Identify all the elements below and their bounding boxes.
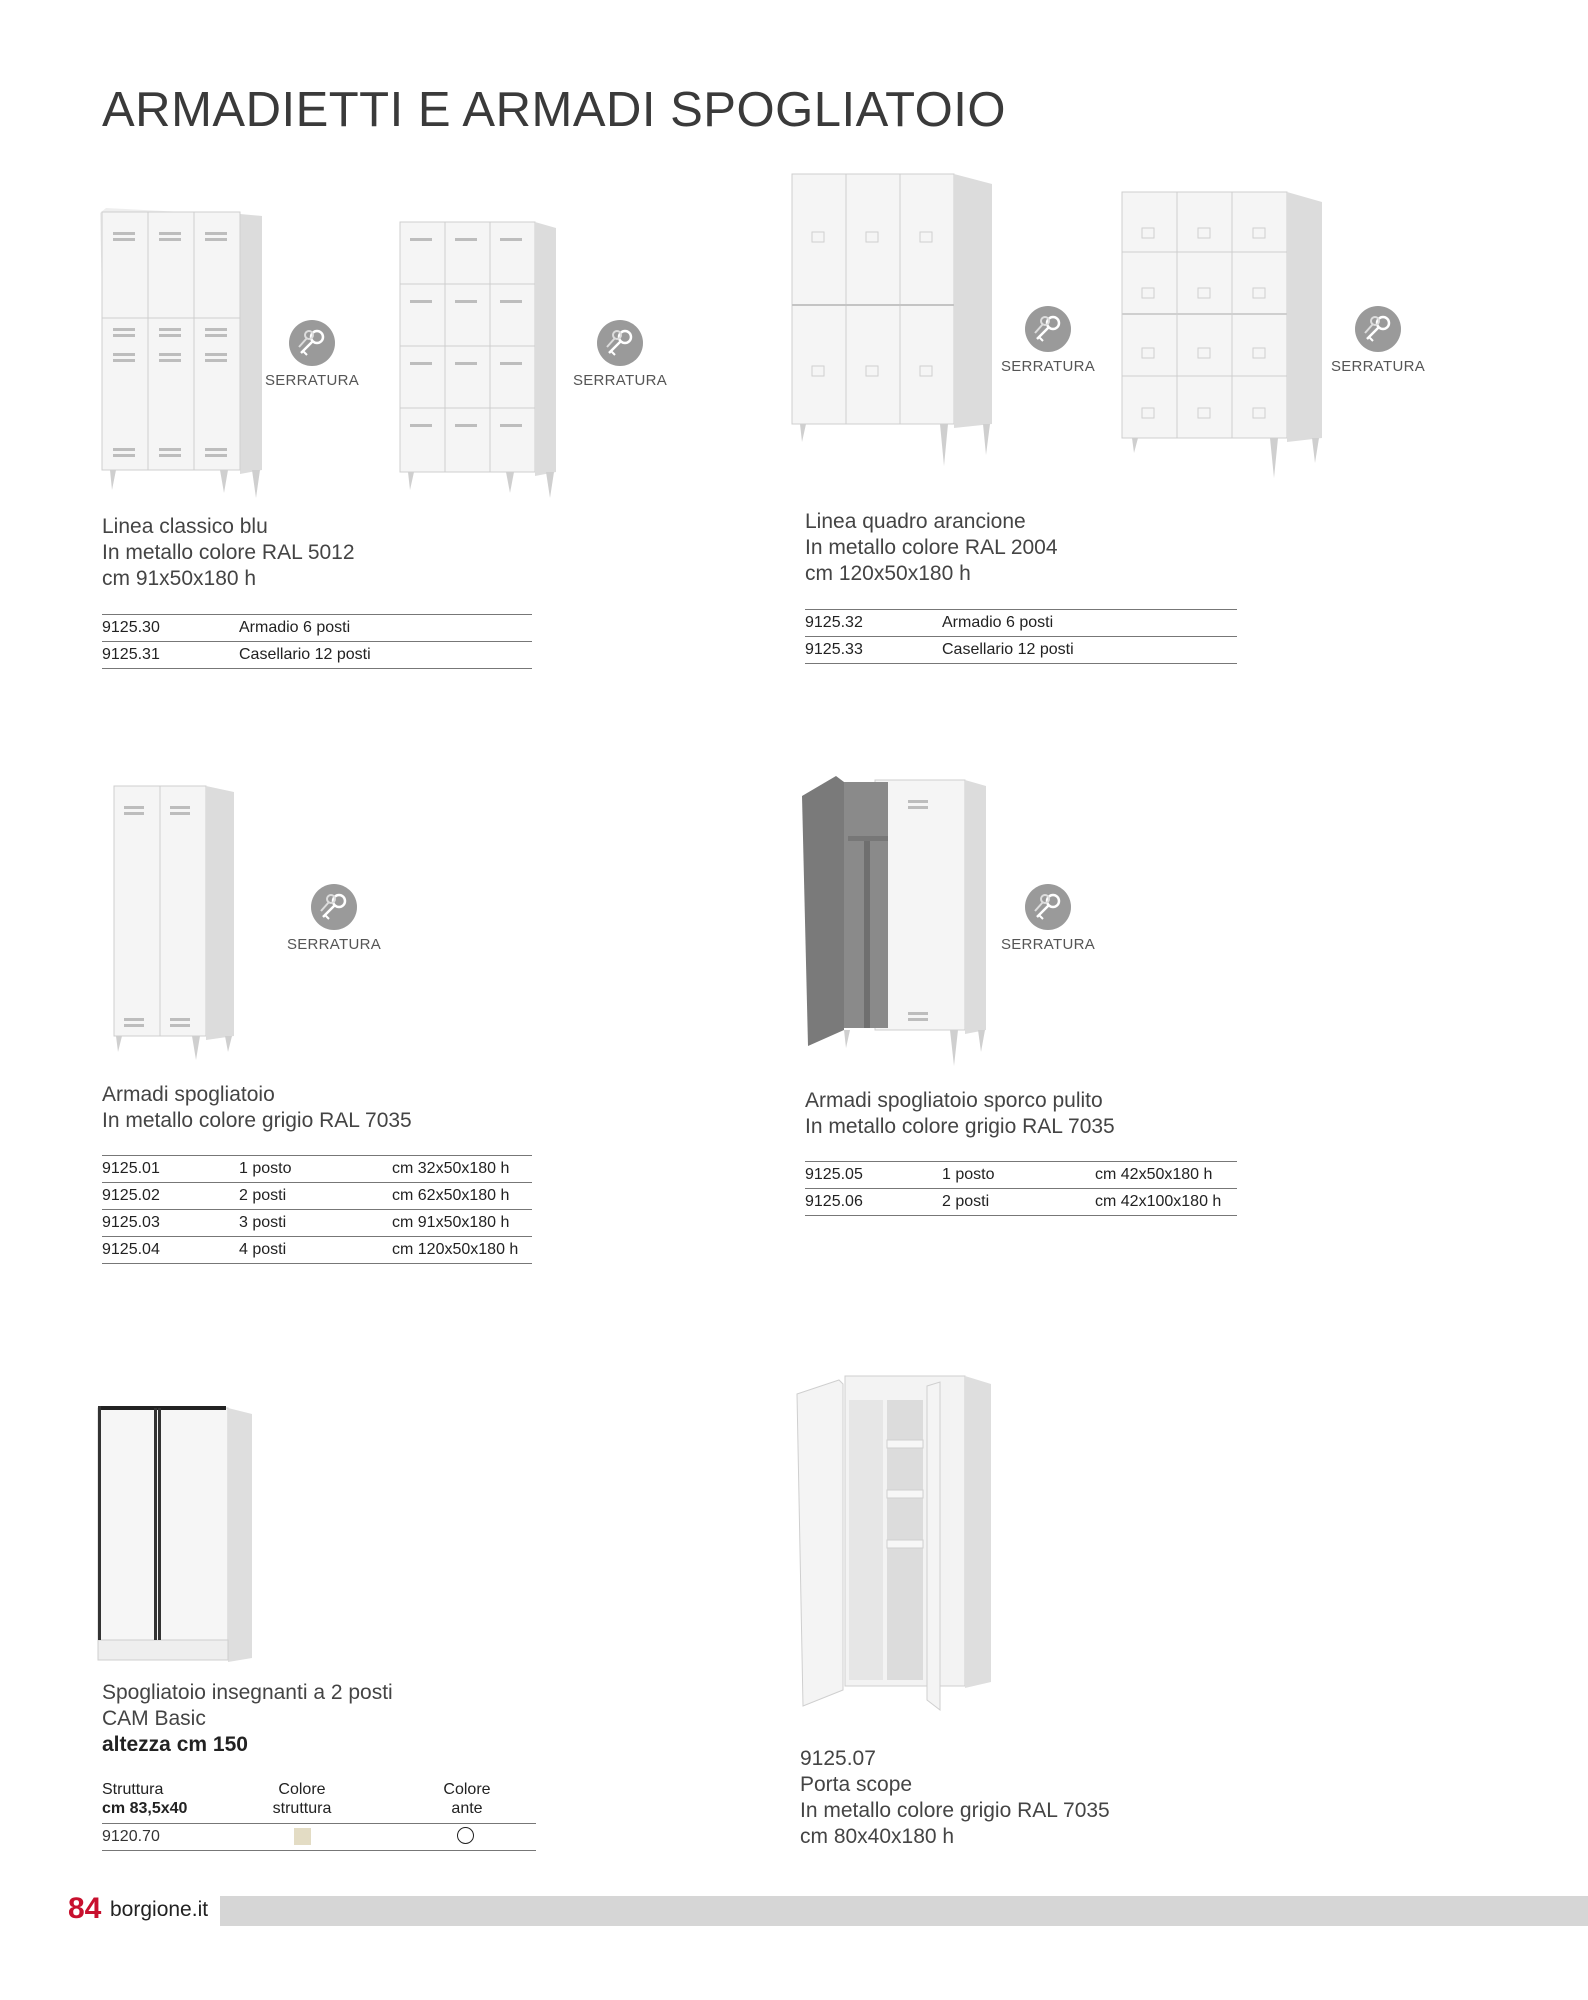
lock-badge	[247, 320, 377, 389]
product-description-sporco-pulito	[805, 1088, 1115, 1140]
product-description-classico	[102, 514, 355, 592]
lock-badge	[1313, 306, 1443, 375]
desc-line: In metallo colore RAL 5012	[102, 541, 355, 564]
desc-line: Linea classico blu	[102, 515, 268, 538]
product-desc: 1 posto	[942, 1166, 995, 1183]
table-row	[102, 1183, 532, 1210]
product-desc: Casellario 12 posti	[942, 641, 1074, 658]
product-desc: Armadio 6 posti	[942, 614, 1054, 631]
product-desc: 2 posti	[239, 1187, 287, 1204]
key-icon	[289, 320, 335, 366]
header-ante-label: ante	[451, 1800, 483, 1817]
page-title: ARMADIETTI E ARMADI SPOGLIATOIO	[102, 83, 1007, 137]
color-table-header	[102, 1776, 536, 1823]
desc-line: Spogliatoio insegnanti a 2 posti	[102, 1681, 393, 1704]
product-image-casellario-12-posti-quadro	[1120, 188, 1325, 488]
desc-line: cm 80x40x180 h	[800, 1825, 955, 1848]
product-code: 9125.03	[102, 1214, 160, 1231]
desc-line: CAM Basic	[102, 1707, 206, 1730]
product-description-insegnanti	[102, 1680, 393, 1758]
lock-badge	[983, 306, 1113, 375]
site-name: borgione.it	[110, 1898, 209, 1921]
table-row	[102, 615, 532, 642]
product-code: 9125.04	[102, 1241, 160, 1258]
lock-label: SERRATURA	[264, 372, 360, 389]
product-image-armadio-6-posti-quadro	[790, 170, 995, 475]
header-colore: Colore	[278, 1781, 326, 1798]
product-size: cm 62x50x180 h	[392, 1187, 510, 1204]
table-row	[805, 637, 1237, 664]
desc-line: In metallo colore grigio RAL 7035	[800, 1799, 1110, 1822]
product-table-sporco-pulito	[805, 1161, 1237, 1216]
lock-label: SERRATURA	[1000, 936, 1096, 953]
product-table-classico	[102, 614, 532, 669]
desc-line: cm 91x50x180 h	[102, 567, 257, 590]
key-icon	[1355, 306, 1401, 352]
product-size: cm 42x100x180 h	[1095, 1193, 1222, 1210]
product-code: 9125.31	[102, 646, 160, 663]
header-struttura-label: struttura	[272, 1800, 332, 1817]
product-image-armadio-spogliatoio	[112, 782, 237, 1072]
desc-line: 9125.07	[800, 1747, 876, 1770]
lock-badge	[269, 884, 399, 953]
key-icon	[1025, 884, 1071, 930]
footer-bar	[220, 1896, 1588, 1926]
product-desc: Armadio 6 posti	[239, 619, 351, 636]
product-description-quadro	[805, 509, 1058, 587]
product-code: 9125.30	[102, 619, 160, 636]
desc-line: In metallo colore RAL 2004	[805, 536, 1058, 559]
product-size: cm 32x50x180 h	[392, 1160, 510, 1177]
header-struttura-size: cm 83,5x40	[102, 1800, 188, 1817]
table-row	[102, 1823, 536, 1851]
product-image-porta-scope	[795, 1370, 995, 1720]
lock-label: SERRATURA	[1330, 358, 1426, 375]
lock-badge	[983, 884, 1113, 953]
product-desc: 2 posti	[942, 1193, 990, 1210]
product-image-spogliatoio-insegnanti	[94, 1402, 256, 1664]
key-icon	[1025, 306, 1071, 352]
table-row	[102, 1156, 532, 1183]
key-icon	[597, 320, 643, 366]
product-description-porta-scope	[800, 1746, 1110, 1850]
product-desc: 1 posto	[239, 1160, 292, 1177]
desc-line: Armadi spogliatoio	[102, 1083, 275, 1106]
lock-label: SERRATURA	[286, 936, 382, 953]
desc-line: Porta scope	[800, 1773, 913, 1796]
product-code: 9120.70	[102, 1828, 160, 1845]
desc-line: cm 120x50x180 h	[805, 562, 971, 585]
product-code: 9125.01	[102, 1160, 160, 1177]
product-image-armadio-6-posti-classico	[100, 208, 265, 500]
product-desc: 3 posti	[239, 1214, 287, 1231]
table-row	[805, 1189, 1237, 1216]
product-table-quadro	[805, 609, 1237, 664]
color-swatch-white	[457, 1827, 474, 1844]
desc-line: In metallo colore grigio RAL 7035	[805, 1115, 1115, 1138]
product-desc: 4 posti	[239, 1241, 287, 1258]
product-image-sporco-pulito	[800, 776, 990, 1076]
product-code: 9125.33	[805, 641, 863, 658]
product-size: cm 91x50x180 h	[392, 1214, 510, 1231]
header-struttura: Struttura	[102, 1781, 164, 1798]
table-row	[805, 1162, 1237, 1189]
lock-label: SERRATURA	[1000, 358, 1096, 375]
header-colore: Colore	[443, 1781, 491, 1798]
color-swatch-beige	[294, 1828, 311, 1845]
product-code: 9125.32	[805, 614, 863, 631]
height-note: altezza cm 150	[102, 1733, 248, 1756]
table-row	[805, 610, 1237, 637]
product-desc: Casellario 12 posti	[239, 646, 371, 663]
product-image-casellario-12-posti-classico	[398, 218, 558, 510]
table-row	[102, 1237, 532, 1264]
desc-line: Armadi spogliatoio sporco pulito	[805, 1089, 1103, 1112]
page-number: 84	[68, 1892, 102, 1925]
desc-line: Linea quadro arancione	[805, 510, 1026, 533]
product-code: 9125.02	[102, 1187, 160, 1204]
product-table-spogliatoio	[102, 1155, 532, 1264]
lock-badge	[555, 320, 685, 389]
desc-line: In metallo colore grigio RAL 7035	[102, 1109, 412, 1132]
product-code: 9125.05	[805, 1166, 863, 1183]
product-size: cm 120x50x180 h	[392, 1241, 519, 1258]
product-code: 9125.06	[805, 1193, 863, 1210]
table-row	[102, 642, 532, 669]
product-description-spogliatoio	[102, 1082, 412, 1134]
lock-label: SERRATURA	[572, 372, 668, 389]
product-size: cm 42x50x180 h	[1095, 1166, 1213, 1183]
color-table-insegnanti	[102, 1776, 536, 1851]
key-icon	[311, 884, 357, 930]
table-row	[102, 1210, 532, 1237]
